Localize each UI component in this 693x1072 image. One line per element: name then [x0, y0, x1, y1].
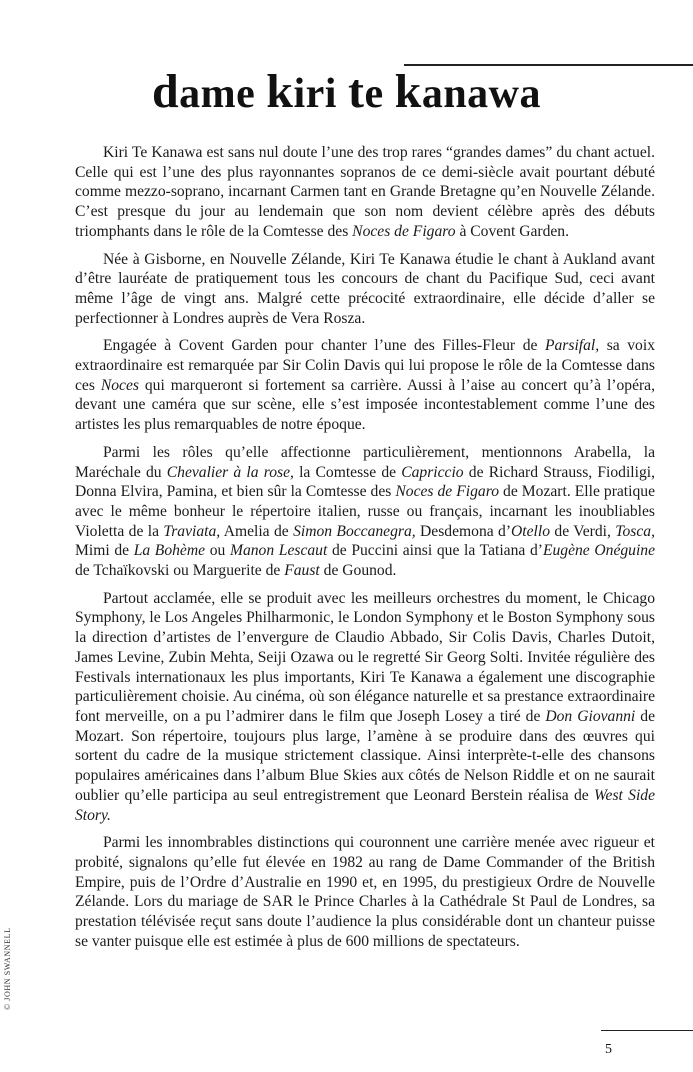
paragraph-roles: Parmi les rôles qu’elle affectionne particulièrement, mentionnons Arabella, la Maréchale du Chevalier à la rose, la Comtesse de Capriccio de Richard Strauss, Fiodiligi, Donna Elvira, Pamina, et bien sûr la Comtesse des Noces de Figaro de Mozart. Elle pratique avec le même bonheur le répertoire italien, russe ou français, incarnant les inoubliables Violetta de la Traviata, Amelia de Simon Boccanegra, Desdemona d’Otello de Verdi, Tosca, Mimi de La Bohème ou Manon Lescaut de Puccini ainsi que la Tatiana d’Eugène Onéguine de Tchaïkovski ou Marguerite de Faust de Gounod. [75, 443, 656, 580]
photo-credit: © JOHN SWANNELL [3, 927, 12, 1010]
page-number: 5 [605, 1042, 612, 1057]
paragraph-covent-garden: Engagée à Covent Garden pour chanter l’une des Filles-Fleur de Parsifal, sa voix extraordinaire est remarquée par Sir Colin Davis qui lui propose le rôle de la Comtesse dans ces Noces qui marqueront si fortement sa carrière. Aussi à l’aise au concert qu’à l’opéra, devant une caméra que sur scène, elle s’est imposée incontestablement comme l’une des artistes les plus remarquables de notre époque. [75, 337, 656, 434]
bottom-rule [601, 1030, 693, 1031]
paragraph-formation: Née à Gisborne, en Nouvelle Zélande, Kiri Te Kanawa étudie le chant à Aukland avant d’être lauréate de pratiquement tous les concours de chant du Pacifique Sud, ceci avant même l’âge de vingt ans. Malgré cette précocité extraordinaire, elle décide d’aller se perfectionner à Londres auprès de Vera Rosza. [75, 250, 655, 327]
paragraph-distinctions: Parmi les innombrables distinctions qui couronnent une carrière menée avec rigueur et probité, signalons qu’elle fut élevée en 1982 au rang de Dame Commander of the British Empire, puis de l’Ordre d’Australie en 1990 et, en 1995, du prestigieux Ordre de Nouvelle Zélande. Lors du mariage de SAR le Prince Charles à la Cathédrale St Paul de Londres, sa prestation télévisée reçut sans doute l’audience la plus considérable dont un chanteur puisse se vanter puisque elle est estimée à plus de 600 millions de spectateurs. [75, 834, 655, 950]
paragraph-carriere: Partout acclamée, elle se produit avec les meilleurs orchestres du moment, le Chicago Symphony, le Los Angeles Philharmonic, le London Symphony et le Boston Symphony sous la direction d’artistes de l’envergure de Claudio Abbado, Sir Colis Davis, Charles Dutoit, James Levine, Zubin Mehta, Seiji Ozawa ou le regretté Sir Georg Solti. Invitée régulière des Festivals internationaux les plus importants, Kiri Te Kanawa a également une discographie particulièrement choisie. Au cinéma, où son élégance naturelle et sa prestance extraordinaire font merveille, on a pu l’admirer dans le film que Joseph Losey a tiré de Don Giovanni de Mozart. Son répertoire, toujours plus large, l’amène à se produire dans des œuvres qui sortent du cadre de la musique strictement classique. Ainsi interprète-t-elle des chansons populaires américaines dans l’album Blue Skies aux côtés de Nelson Riddle et on ne saurait oublier qu’elle participa au seul entregistrement que Leonard Berstein réalisa de West Side Story. [75, 589, 656, 824]
page-title: dame kiri te kanawa [151, 65, 542, 118]
article-body [75, 143, 655, 959]
paragraph-debut: Kiri Te Kanawa est sans nul doute l’une des trop rares “grandes dames” du chant actuel. Celle qui est l’une des plus rayonnantes sopranos de ce demi-siècle avait pourtant débuté comme mezzo-soprano, incarnant Carmen tant en Grande Bretagne qu’en Nouvelle Zélande. C’est presque du jour au lendemain que son nom devient célèbre après des débuts triomphants dans le rôle de la Comtesse des Noces de Figaro à Covent Garden. [75, 144, 655, 240]
